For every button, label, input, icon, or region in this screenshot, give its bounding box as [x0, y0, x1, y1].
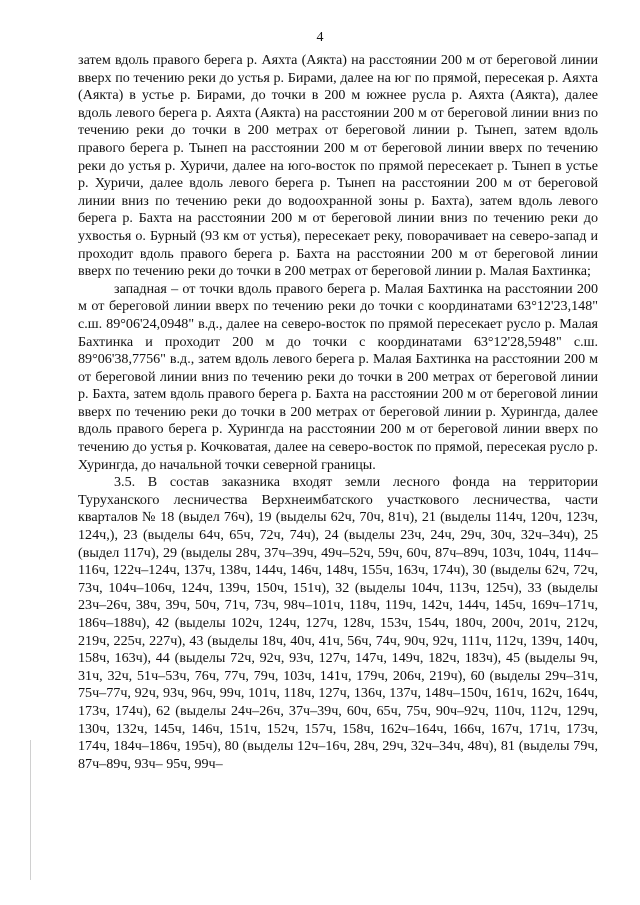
page-number: 4: [316, 30, 324, 45]
scan-margin-line: [30, 740, 31, 880]
paragraph-section-3-5: 3.5. В состав заказника входят земли лесного фонда на территории Туруханского лесничества Верхнеимбатского участкового лесничества, части кварталов № 18 (выдел 76ч), 19 (выделы 62ч, 70ч, 81ч), 21 (выделы 114ч, 120ч, 123ч, 124ч,), 23 (выделы 64ч, 65ч, 72ч, 74ч), 24 (выделы 23ч, 24ч, 29ч, 30ч, 32ч–34ч), 25 (выдел 117ч), 29 (выделы 28ч, 37ч–39ч, 49ч–52ч, 59ч, 60ч, 87ч–89ч, 103ч, 104ч, 114ч–116ч, 122ч–124ч, 137ч, 138ч, 144ч, 146ч, 148ч, 155ч, 163ч, 174ч), 30 (выделы 62ч, 72ч, 73ч, 104ч–106ч, 124ч, 139ч, 150ч, 151ч), 32 (выделы 104ч, 113ч, 125ч), 33 (выделы 23ч–26ч, 38ч, 39ч, 50ч, 71ч, 73ч, 98ч–101ч, 118ч, 119ч, 142ч, 144ч, 145ч, 169ч–171ч, 186ч–188ч), 42 (выделы 102ч, 124ч, 127ч, 128ч, 153ч, 154ч, 180ч, 200ч, 201ч, 212ч, 219ч, 225ч, 227ч), 43 (выделы 18ч, 40ч, 41ч, 56ч, 74ч, 90ч, 92ч, 111ч, 112ч, 139ч, 140ч, 158ч, 163ч), 44 (выделы 72ч, 92ч, 93ч, 127ч, 147ч, 149ч, 182ч, 183ч), 45 (выделы 9ч, 31ч, 32ч, 51ч–53ч, 76ч, 77ч, 79ч, 103ч, 141ч, 179ч, 206ч, 219ч), 60 (выделы 29ч–31ч, 75ч–77ч, 92ч, 93ч, 96ч, 99ч, 101ч, 118ч, 127ч, 136ч, 137ч, 148ч–150ч, 161ч, 162ч, 164ч, 173ч, 174ч), 62 (выделы 24ч–26ч, 37ч–39ч, 60ч, 65ч, 75ч, 90ч–92ч, 110ч, 112ч, 129ч, 130ч, 132ч, 145ч, 146ч, 151ч, 152ч, 157ч, 158ч, 162ч–164ч, 166ч, 167ч, 171ч, 173ч, 174ч, 184ч–186ч, 195ч), 80 (выделы 12ч–16ч, 28ч, 29ч, 32ч–34ч, 48ч), 81 (выделы 79ч, 87ч–89ч, 93ч– 95ч, 99ч–: [78, 474, 598, 772]
paragraph-western-boundary: западная – от точки вдоль правого берега р. Малая Бахтинка на расстоянии 200 м от береговой линии вверх по течению реки до точки с координатами 63°12'23,148" с.ш. 89°06'24,0948" в.д., далее на северо-восток по прямой пересекает русло р. Малая Бахтинка и проходит 200 м до точки с координатами 63°12'28,5948" с.ш. 89°06'38,7756" в.д., затем вдоль левого берега р. Малая Бахтинка на расстоянии 200 м от береговой линии вниз по течению реки до точки в 200 метрах от береговой линии р. Бахта, затем вдоль правого берега р. Бахта на расстоянии 200 м от береговой линии вверх по течению реки до точки в 200 метрах от береговой линии р. Хурингда, далее вдоль правого берега р. Хурингда на расстоянии 200 м от береговой линии вверх по течению до устья р. Кочковатая, далее на северо-восток по прямой, пересекая русло р. Хурингда, до начальной точки северной границы.: [78, 280, 598, 473]
body-text: [78, 52, 598, 773]
paragraph-northern-boundary-continuation: затем вдоль правого берега р. Аяхта (Аякта) на расстоянии 200 м от береговой линии вверх по течению реки до устья р. Бирами, далее на юг по прямой, пересекая р. Аяхта (Аякта) в устье р. Бирами, до точки в 200 м южнее русла р. Аяхта (Аякта), далее вдоль левого берега р. Аяхта (Аякта) на расстоянии 200 м от береговой линии вниз по течению реки до точки в 200 метрах от береговой линии р. Тынеп, затем вдоль правого берега р. Тынеп на расстоянии 200 м от береговой линии вверх по течению реки до устья р. Хуричи, далее на юго-восток по прямой пересекает р. Тынеп в устье р. Хуричи, далее вдоль левого берега р. Тынеп на расстоянии 200 м от береговой линии вниз по течению реки до водоохранной зоны р. Бахта), затем вдоль левого берега р. Бахта на расстоянии 200 м от береговой линии вниз по течению реки до ухвостья о. Бурный (93 км от устья), пересекает реку, поворачивает на северо-запад и проходит вдоль правого берега р. Бахта на расстоянии 200 м от береговой линии вверх по течению реки до точки в 200 метрах от береговой линии р. Малая Бахтинка;: [78, 52, 598, 280]
